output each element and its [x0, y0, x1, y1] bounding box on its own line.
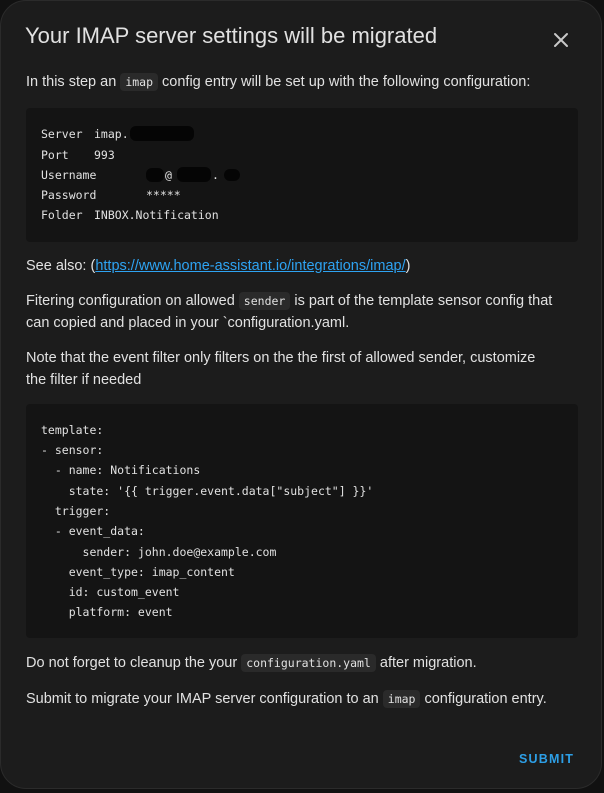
see-also-suffix: ) [405, 258, 411, 274]
filter-text-line2: can copied and placed in your `configuration.yaml. [26, 315, 350, 331]
redaction-mark [130, 126, 194, 141]
cleanup-text-after: after migration. [375, 655, 477, 671]
config-port-key: Port [41, 148, 69, 162]
config-username-value: @ [165, 168, 172, 182]
dialog-title: Your IMAP server settings will be migrated [25, 23, 438, 48]
submit-instruction-text [26, 688, 582, 710]
intro-text-before: In this step an [26, 74, 121, 90]
cleanup-text [26, 652, 582, 674]
intro-text-after: config entry will be set up with the following configuration: [158, 74, 531, 90]
config-username-key: Username [41, 168, 97, 182]
config-port-value: 993 [94, 148, 115, 162]
see-also-prefix: See also: ( [26, 258, 96, 274]
config-username-tail: . [212, 168, 219, 182]
config-folder-value: INBOX.Notification [94, 208, 219, 222]
submit-text-after: configuration entry. [420, 691, 547, 707]
inline-code-imap: imap [120, 73, 158, 91]
intro-text [26, 71, 582, 93]
yaml-line: platform: event [41, 605, 173, 619]
see-also-text [26, 255, 582, 277]
yaml-line: - name: Notifications [41, 463, 201, 477]
yaml-line: sender: john.doe@example.com [41, 545, 277, 559]
redaction-mark [146, 168, 164, 182]
inline-code-configuration-yaml: configuration.yaml [241, 654, 376, 672]
yaml-line: state: '{{ trigger.event.data["subject"] }}' [41, 484, 374, 498]
submit-text-before: Submit to migrate your IMAP server configuration to an [26, 691, 383, 707]
note-text-line1: Note that the event filter only filters on the the first of allowed sender, customize [26, 350, 536, 366]
yaml-code-block [26, 404, 578, 638]
docs-link[interactable]: https://www.home-assistant.io/integrations/imap/ [95, 258, 406, 274]
yaml-line: event_type: imap_content [41, 565, 235, 579]
submit-button[interactable]: SUBMIT [519, 752, 575, 766]
config-password-value: ***** [146, 188, 181, 202]
yaml-line: - event_data: [41, 524, 145, 538]
redaction-mark [224, 169, 240, 181]
config-code-block [26, 108, 578, 242]
filter-text-before: Fitering configuration on allowed [26, 293, 239, 309]
config-password-key: Password [41, 188, 97, 202]
config-folder-key: Folder [41, 208, 83, 222]
yaml-line: template: [41, 423, 104, 437]
yaml-line: - sensor: [41, 443, 104, 457]
note-text [26, 347, 582, 391]
config-server-value: imap. [94, 127, 129, 141]
cleanup-text-before: Do not forget to cleanup the your [26, 655, 242, 671]
inline-code-imap-entry: imap [383, 690, 421, 708]
inline-code-sender: sender [239, 292, 291, 310]
note-text-line2: the filter if needed [26, 372, 142, 388]
config-server-key: Server [41, 127, 83, 141]
filter-text-after: is part of the template sensor config that [290, 293, 553, 309]
filter-text [26, 290, 582, 334]
redaction-mark [177, 167, 211, 182]
yaml-line: trigger: [41, 504, 111, 518]
yaml-line: id: custom_event [41, 585, 180, 599]
close-icon[interactable] [549, 28, 573, 52]
